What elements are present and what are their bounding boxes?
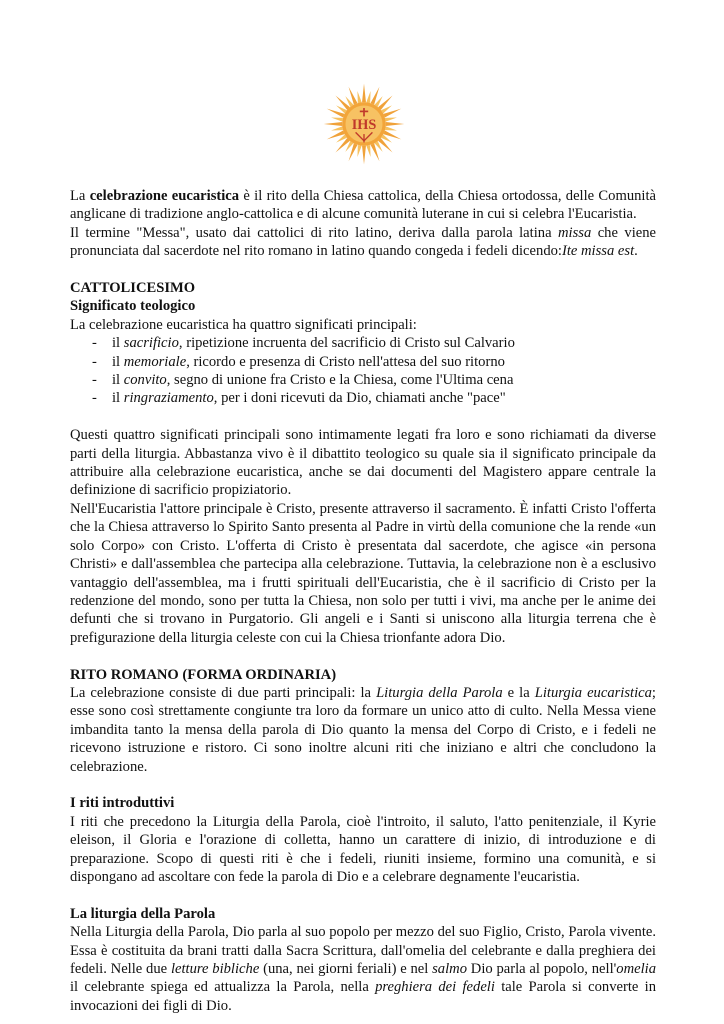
cattolicesimo-paragraph-1: Questi quattro significati principali sono intimamente legati fra loro e sono richiamati da diverse parti della liturgia. Abbastanza vivo è il dibattito teologico su quale sia il significato principale da attribuire alla celebrazione eucaristica, anche se dai documenti del Magistero appare centrale la definizione di sacrificio propiziatorio. <box>70 427 656 499</box>
liturgia-paragraph: Nella Liturgia della Parola, Dio parla al suo popolo per mezzo del suo Figlio, Cristo, Parola vivente. Essa è costituita da brani tratti dalla Sacra Scrittura, dall'omelia del celebrante e dalla preghiera dei fedeli. Nelle due letture bibliche (una, nei giorni feriali) e nel salmo Dio parla al popolo, nell'omelia il celebrante spiega ed attualizza la Parola, nella preghiera dei fedeli tale Parola si converte in invocazioni dei figli di Dio. <box>70 924 656 1014</box>
list-item: - il convito, segno di unione fra Cristo e la Chiesa, come l'Ultima cena <box>92 372 514 389</box>
heading-liturgia-parola: La liturgia della Parola <box>70 905 216 922</box>
heading-rito-romano: RITO ROMANO (FORMA ORDINARIA) <box>70 666 337 683</box>
list-item: - il ringraziamento, per i doni ricevuti da Dio, chiamati anche "pace" <box>92 390 506 407</box>
heading-riti-introduttivi: I riti introduttivi <box>70 795 175 812</box>
document-body <box>70 187 656 1015</box>
intro-paragraph-2: Il termine "Messa", usato dai cattolici di rito latino, deriva dalla parola latina missa che viene pronunciata dal sacerdote nel rito romano in latino quando congeda i fedeli dicendo:Ite missa est. <box>70 224 656 260</box>
heading-cattolicesimo: CATTOLICESIMO <box>70 280 196 297</box>
meanings-lead: La celebrazione eucaristica ha quattro significati principali: <box>70 316 417 333</box>
list-item: - il sacrificio, ripetizione incruenta del sacrificio di Cristo sul Calvario <box>92 335 515 352</box>
list-item: - il memoriale, ricordo e presenza di Cristo nell'attesa del suo ritorno <box>92 353 505 370</box>
intro-paragraph-1: La celebrazione eucaristica è il rito della Chiesa cattolica, della Chiesa ortodossa, delle Comunità anglicane di tradizione anglo-cattolica e di alcune comunità luterane in cui si celebra l'Eucaristia. <box>70 188 656 223</box>
ihs-sunburst-logo <box>322 82 406 166</box>
svg-text:IHS: IHS <box>351 117 377 134</box>
rito-paragraph: La celebrazione consiste di due parti principali: la Liturgia della Parola e la Liturgia eucaristica; esse sono così strettamente congiunte tra loro da formare un unico atto di culto. Nella Messa viene imbandita tanto la mensa della parola di Dio quanto la mensa del Corpo di Cristo, e i fedeli ne ricevono istruzione e ristoro. Ci sono inoltre alcuni riti che iniziano e altri che concludono la celebrazione. <box>70 684 656 775</box>
riti-paragraph: I riti che precedono la Liturgia della Parola, cioè l'introito, il saluto, l'atto penitenziale, il Kyrie eleison, il Gloria e l'orazione di colletta, hanno un carattere di inizio, di introduzione e di preparazione. Scopo di questi riti è che i fedeli, riuniti insieme, formino una comunità, e si dispongano ad ascoltare con fede la parola di Dio e a celebrare degnamente l'eucaristia. <box>70 813 656 885</box>
cattolicesimo-paragraph-2: Nell'Eucaristia l'attore principale è Cristo, presente attraverso il sacramento. È infatti Cristo l'offerta che la Chiesa attraverso lo Spirito Santo presenta al Padre in virtù della comunione che la rende «un solo Corpo» con Cristo. L'offerta di Cristo è presentata dal sacerdote, che agisce «in persona Christi» e dall'assemblea che partecipa alla celebrazione. Tuttavia, la celebrazione non è a esclusivo vantaggio dell'assemblea, ma i frutti spirituali dell'Eucaristia, che è il sacrificio di Cristo per la redenzione del mondo, sono per tutta la Chiesa, non solo per tutti i vivi, ma anche per le anime dei defunti che si trovano in Purgatorio. Gli angeli e i Santi si uniscono alla liturgia terrena che è prefigurazione della liturgia celeste con cui la Chiesa trionfante adora Dio. <box>70 500 656 646</box>
meanings-list <box>70 334 656 408</box>
subheading-significato: Significato teologico <box>70 298 196 315</box>
